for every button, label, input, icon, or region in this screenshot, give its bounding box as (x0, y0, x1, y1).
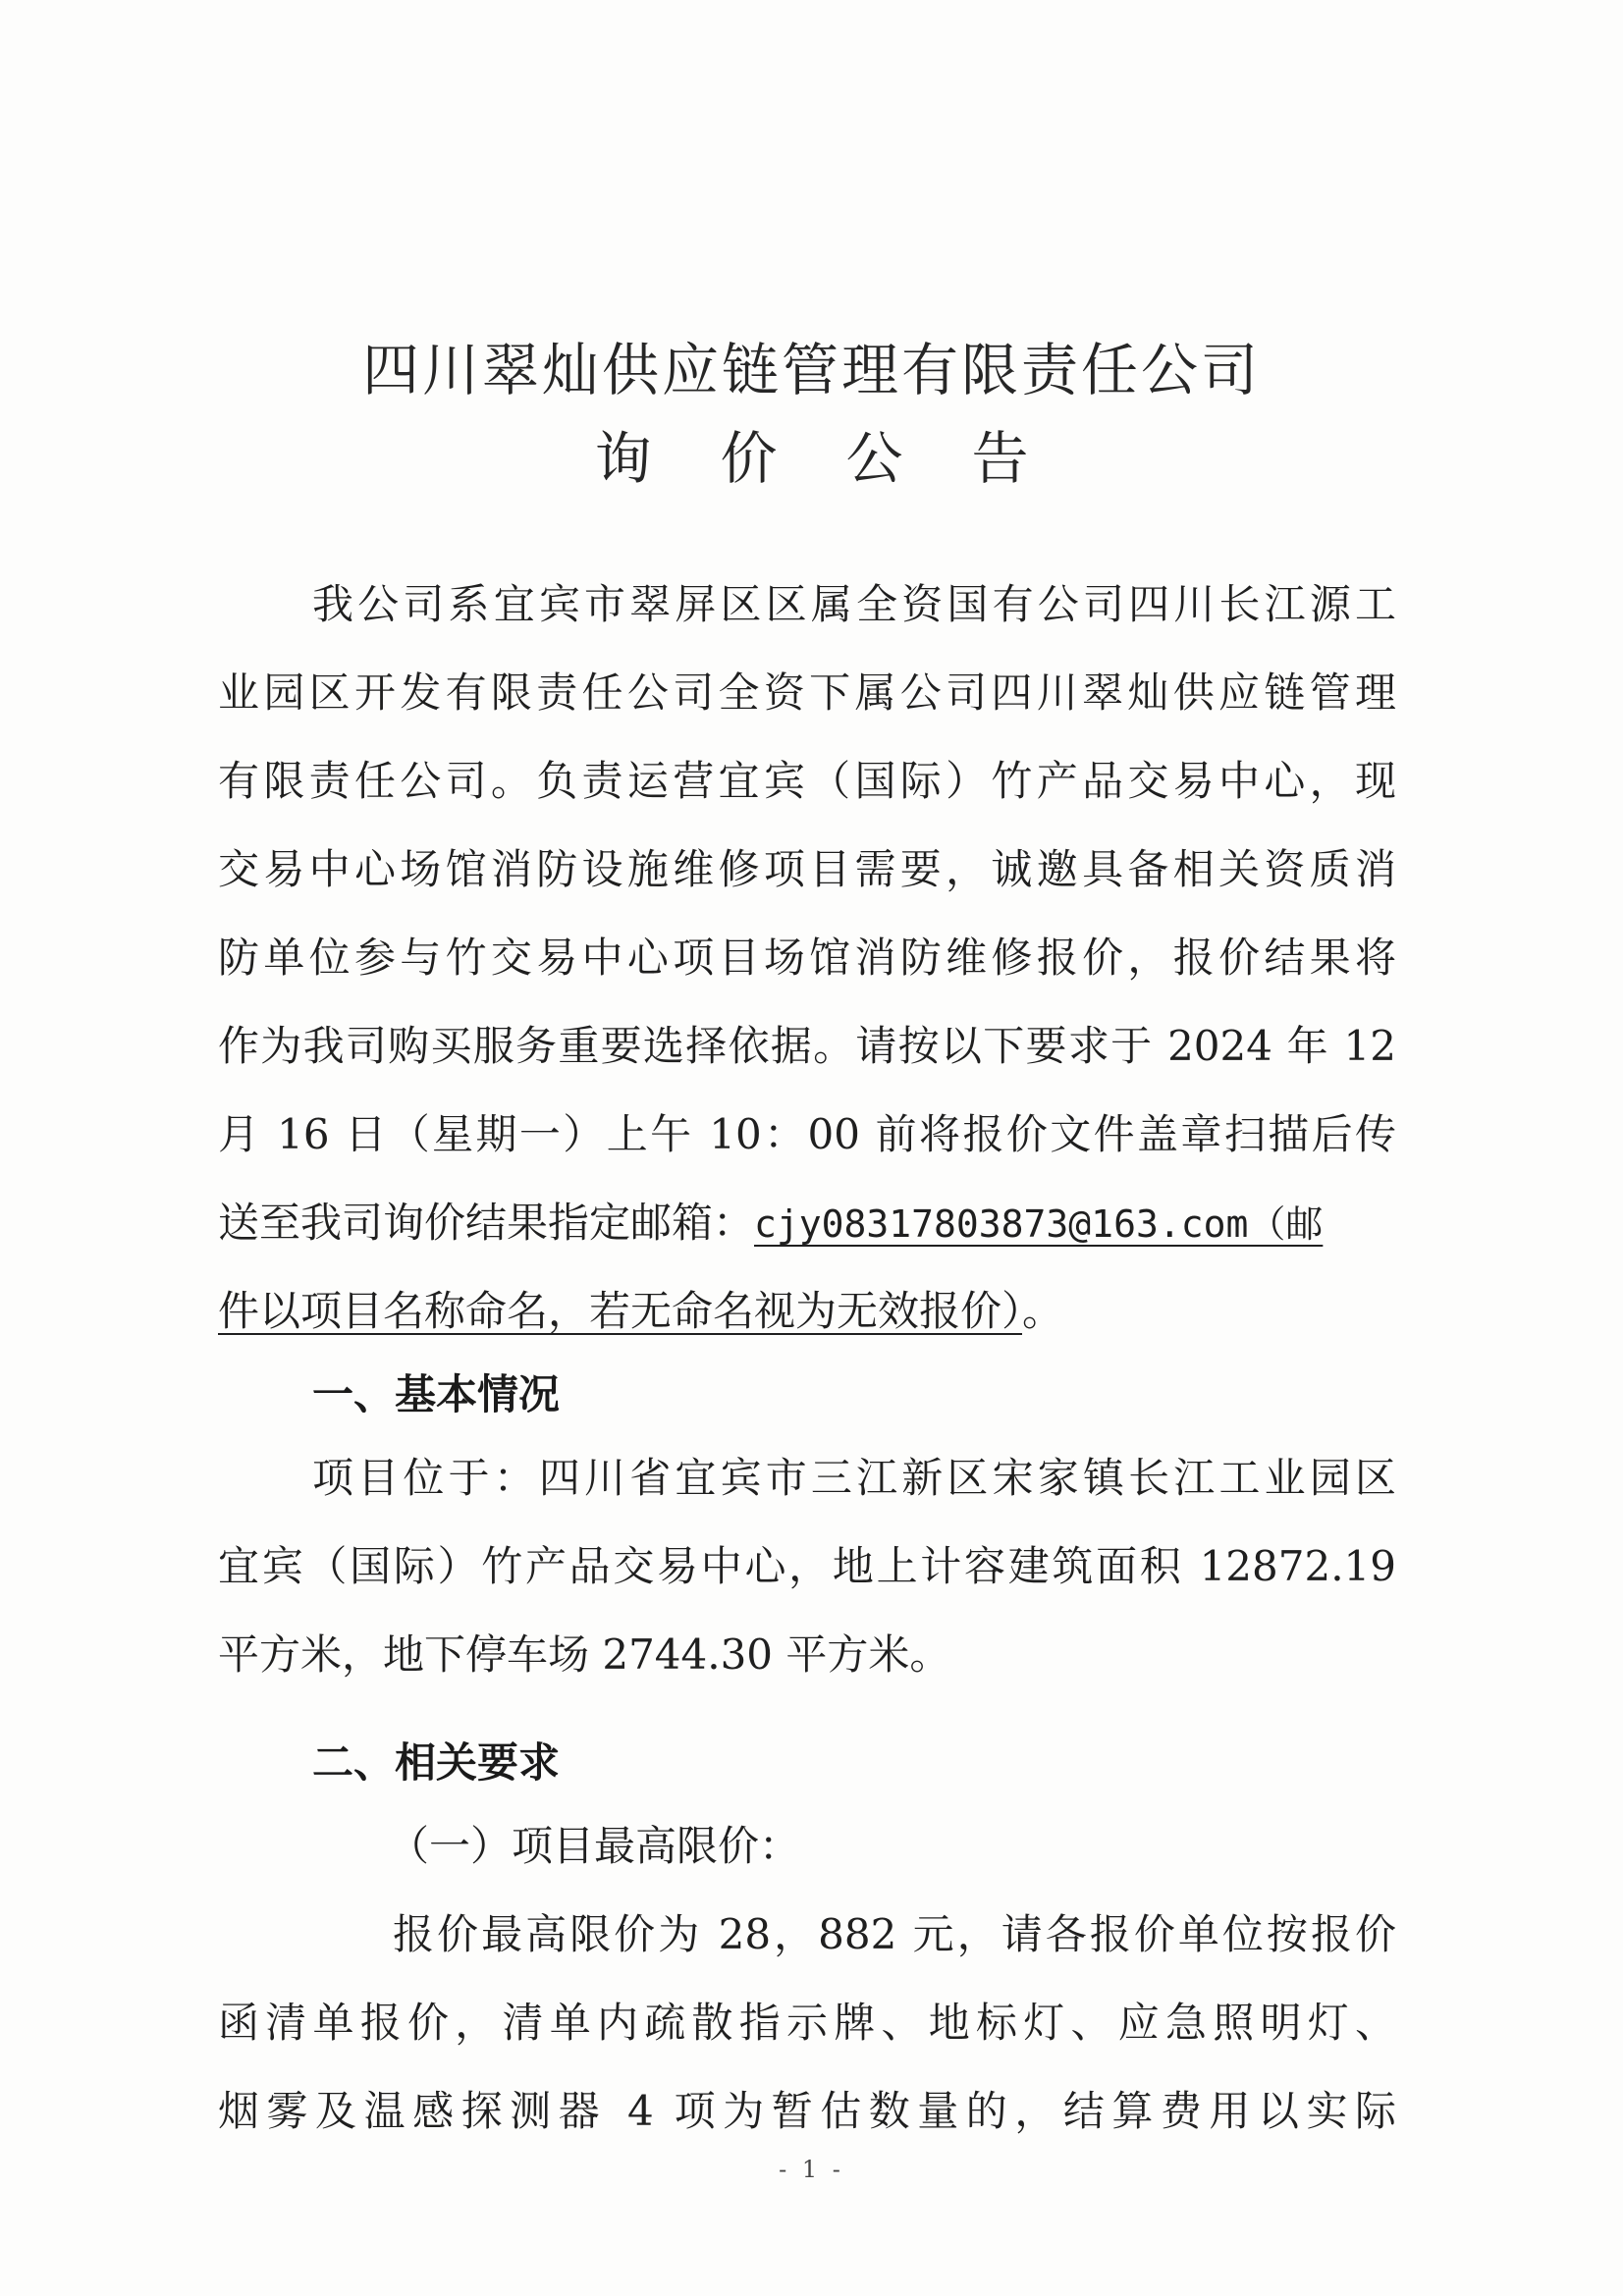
email-address: cjy08317803873@163.com（邮 (754, 1202, 1324, 1246)
company-title: 四川翠灿供应链管理有限责任公司 (361, 337, 1261, 403)
section2-line: 烟雾及温感探测器 4 项为暂估数量的，结算费用以实际 (218, 2087, 1396, 2135)
page-number: - 1 - (779, 2156, 844, 2183)
section2-line: 函清单报价，清单内疏散指示牌、地标灯、应急照明灯、 (218, 1999, 1396, 2047)
section1-line: 宜宾（国际）竹产品交易中心，地上计容建筑面积 12872.19 (218, 1542, 1396, 1590)
intro-line: 有限责任公司。负责运营宜宾（国际）竹产品交易中心，现 (218, 757, 1396, 805)
intro-line: 我公司系宜宾市翠屏区区属全资国有公司四川长江源工 (312, 580, 1396, 628)
intro-line: 作为我司购买服务重要选择依据。请按以下要求于 2024 年 12 (218, 1022, 1396, 1070)
intro-line: 月 16 日（星期一）上午 10：00 前将报价文件盖章扫描后传 (218, 1110, 1396, 1158)
intro-line: 业园区开发有限责任公司全资下属公司四川翠灿供应链管理 (218, 668, 1396, 717)
intro-line-last (218, 1286, 1396, 1337)
intro-line-email (218, 1198, 1396, 1250)
intro-line: 交易中心场馆消防设施维修项目需要，诚邀具备相关资质消 (218, 845, 1396, 893)
section1-heading: 一、基本情况 (312, 1370, 561, 1418)
section2-heading: 二、相关要求 (312, 1738, 561, 1787)
section2-line: 报价最高限价为 28，882 元，请各报价单位按报价 (393, 1910, 1396, 1958)
intro-period: 。 (1022, 1287, 1064, 1335)
intro-line: 防单位参与竹交易中心项目场馆消防维修报价，报价结果将 (218, 934, 1396, 982)
notice-title: 询价公告 (594, 425, 1098, 492)
section1-line: 项目位于：四川省宜宾市三江新区宋家镇长江工业园区 (312, 1454, 1396, 1502)
email-naming-rule: 件以项目名称命名，若无命名视为无效报价） (218, 1287, 1023, 1335)
section1-line: 平方米，地下停车场 2744.30 平方米。 (218, 1630, 951, 1679)
intro-email-prefix: 送至我司询价结果指定邮箱： (218, 1199, 755, 1247)
section2-sub1: （一）项目最高限价： (388, 1822, 801, 1870)
